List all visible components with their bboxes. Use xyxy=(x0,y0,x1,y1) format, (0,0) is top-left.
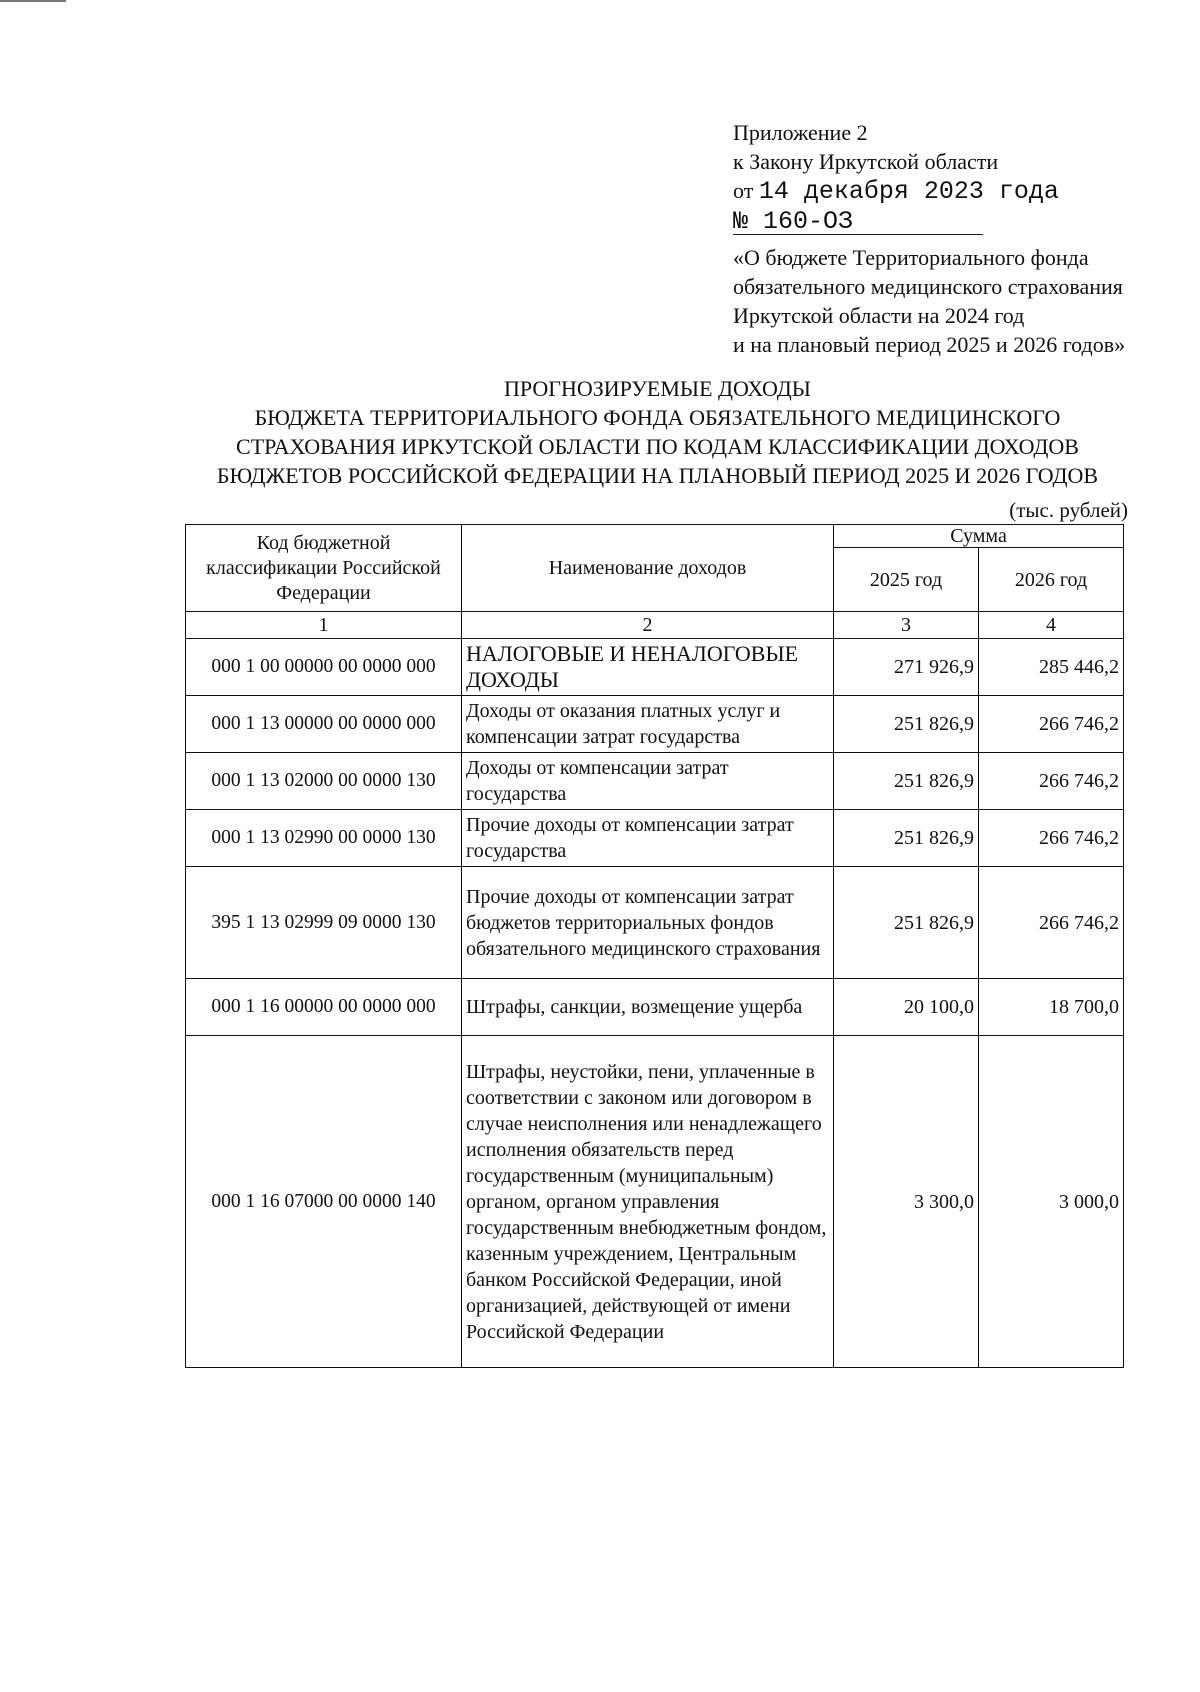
row-amount-2026: 266 746,2 xyxy=(979,753,1124,810)
row-amount-2025: 251 826,9 xyxy=(834,810,979,867)
title-line: ПРОГНОЗИРУЕМЫЕ ДОХОДЫ xyxy=(503,376,811,401)
document-title xyxy=(180,374,1135,490)
row-name: Прочие доходы от компенсации затрат бюджетов территориальных фондов обязательного медицинского страхования xyxy=(462,867,834,979)
row-name: Прочие доходы от компенсации затрат государства xyxy=(462,810,834,867)
row-name: Доходы от оказания платных услуг и компенсации затрат государства xyxy=(462,696,834,753)
row-code: 000 1 16 07000 00 0000 140 xyxy=(186,1036,462,1368)
column-numbers-row xyxy=(186,612,1124,639)
row-amount-2025: 271 926,9 xyxy=(834,639,979,696)
row-amount-2025: 251 826,9 xyxy=(834,753,979,810)
column-number: 4 xyxy=(979,612,1124,639)
header-year-2025: 2025 год xyxy=(834,548,979,612)
row-amount-2026: 266 746,2 xyxy=(979,867,1124,979)
header-name: Наименование доходов xyxy=(462,525,834,612)
scan-edge-mark xyxy=(0,0,66,2)
attachment-law-ref: к Закону Иркутской области xyxy=(733,149,999,174)
column-number: 1 xyxy=(186,612,462,639)
row-amount-2025: 251 826,9 xyxy=(834,696,979,753)
row-amount-2026: 285 446,2 xyxy=(979,639,1124,696)
title-line: БЮДЖЕТОВ РОССИЙСКОЙ ФЕДЕРАЦИИ НА ПЛАНОВЫЙ ПЕРИОД 2025 И 2026 ГОДОВ xyxy=(216,463,1099,488)
table-row xyxy=(186,979,1124,1036)
law-title-line: Иркутской области на 2024 год xyxy=(733,303,1025,328)
header-row xyxy=(186,525,1124,548)
row-amount-2025: 251 826,9 xyxy=(834,867,979,979)
attachment-number-line xyxy=(733,206,1153,243)
table-row xyxy=(186,1036,1124,1368)
title-line: БЮДЖЕТА ТЕРРИТОРИАЛЬНОГО ФОНДА ОБЯЗАТЕЛЬНОГО МЕДИЦИНСКОГО xyxy=(254,405,1061,430)
income-table xyxy=(185,524,1124,1368)
law-date: 14 декабря 2023 года xyxy=(758,177,1059,206)
table-row xyxy=(186,753,1124,810)
row-amount-2025: 3 300,0 xyxy=(834,1036,979,1368)
row-amount-2026: 3 000,0 xyxy=(979,1036,1124,1368)
law-number: № 160-ОЗ xyxy=(733,210,983,235)
row-code: 000 1 00 00000 00 0000 000 xyxy=(186,639,462,696)
row-amount-2026: 18 700,0 xyxy=(979,979,1124,1036)
title-line: СТРАХОВАНИЯ ИРКУТСКОЙ ОБЛАСТИ ПО КОДАМ КЛАССИФИКАЦИИ ДОХОДОВ xyxy=(236,434,1079,459)
header-code: Код бюджетной классификации Российской Федерации xyxy=(186,525,462,612)
column-number: 3 xyxy=(834,612,979,639)
units-label: (тыс. рублей) xyxy=(1009,498,1128,522)
row-name: Штрафы, санкции, возмещение ущерба xyxy=(462,979,834,1036)
row-amount-2025: 20 100,0 xyxy=(834,979,979,1036)
row-name: Доходы от компенсации затрат государства xyxy=(462,753,834,810)
attachment-number: Приложение 2 xyxy=(733,120,868,145)
row-code: 000 1 13 02990 00 0000 130 xyxy=(186,810,462,867)
table-row xyxy=(186,810,1124,867)
attachment-date-line xyxy=(733,176,1153,206)
header-year-2026: 2026 год xyxy=(979,548,1124,612)
table-row xyxy=(186,639,1124,696)
table-row xyxy=(186,867,1124,979)
attachment-block xyxy=(733,118,1153,359)
law-title-line: «О бюджете Территориального фонда xyxy=(733,245,1089,270)
law-title-line: обязательного медицинского страхования xyxy=(733,274,1123,299)
row-code: 000 1 13 02000 00 0000 130 xyxy=(186,753,462,810)
column-number: 2 xyxy=(462,612,834,639)
row-name: НАЛОГОВЫЕ И НЕНАЛОГОВЫЕ ДОХОДЫ xyxy=(462,639,834,696)
row-code: 000 1 13 00000 00 0000 000 xyxy=(186,696,462,753)
row-amount-2026: 266 746,2 xyxy=(979,696,1124,753)
law-title-line: и на плановый период 2025 и 2026 годов» xyxy=(733,332,1126,357)
row-code: 395 1 13 02999 09 0000 130 xyxy=(186,867,462,979)
row-code: 000 1 16 00000 00 0000 000 xyxy=(186,979,462,1036)
row-name: Штрафы, неустойки, пени, уплаченные в соответствии с законом или договором в случае неисполнения или ненадлежащего исполнения обязательств перед государственным (муниципальным) органом, органом управления государственным внебюджетным фондом, казенным учреждением, Центральным банком Российской Федерации, иной организацией, действующей от имени Российской Федерации xyxy=(462,1036,834,1368)
header-sum: Сумма xyxy=(834,525,1124,548)
row-amount-2026: 266 746,2 xyxy=(979,810,1124,867)
table-row xyxy=(186,696,1124,753)
date-prefix: от xyxy=(733,178,754,203)
